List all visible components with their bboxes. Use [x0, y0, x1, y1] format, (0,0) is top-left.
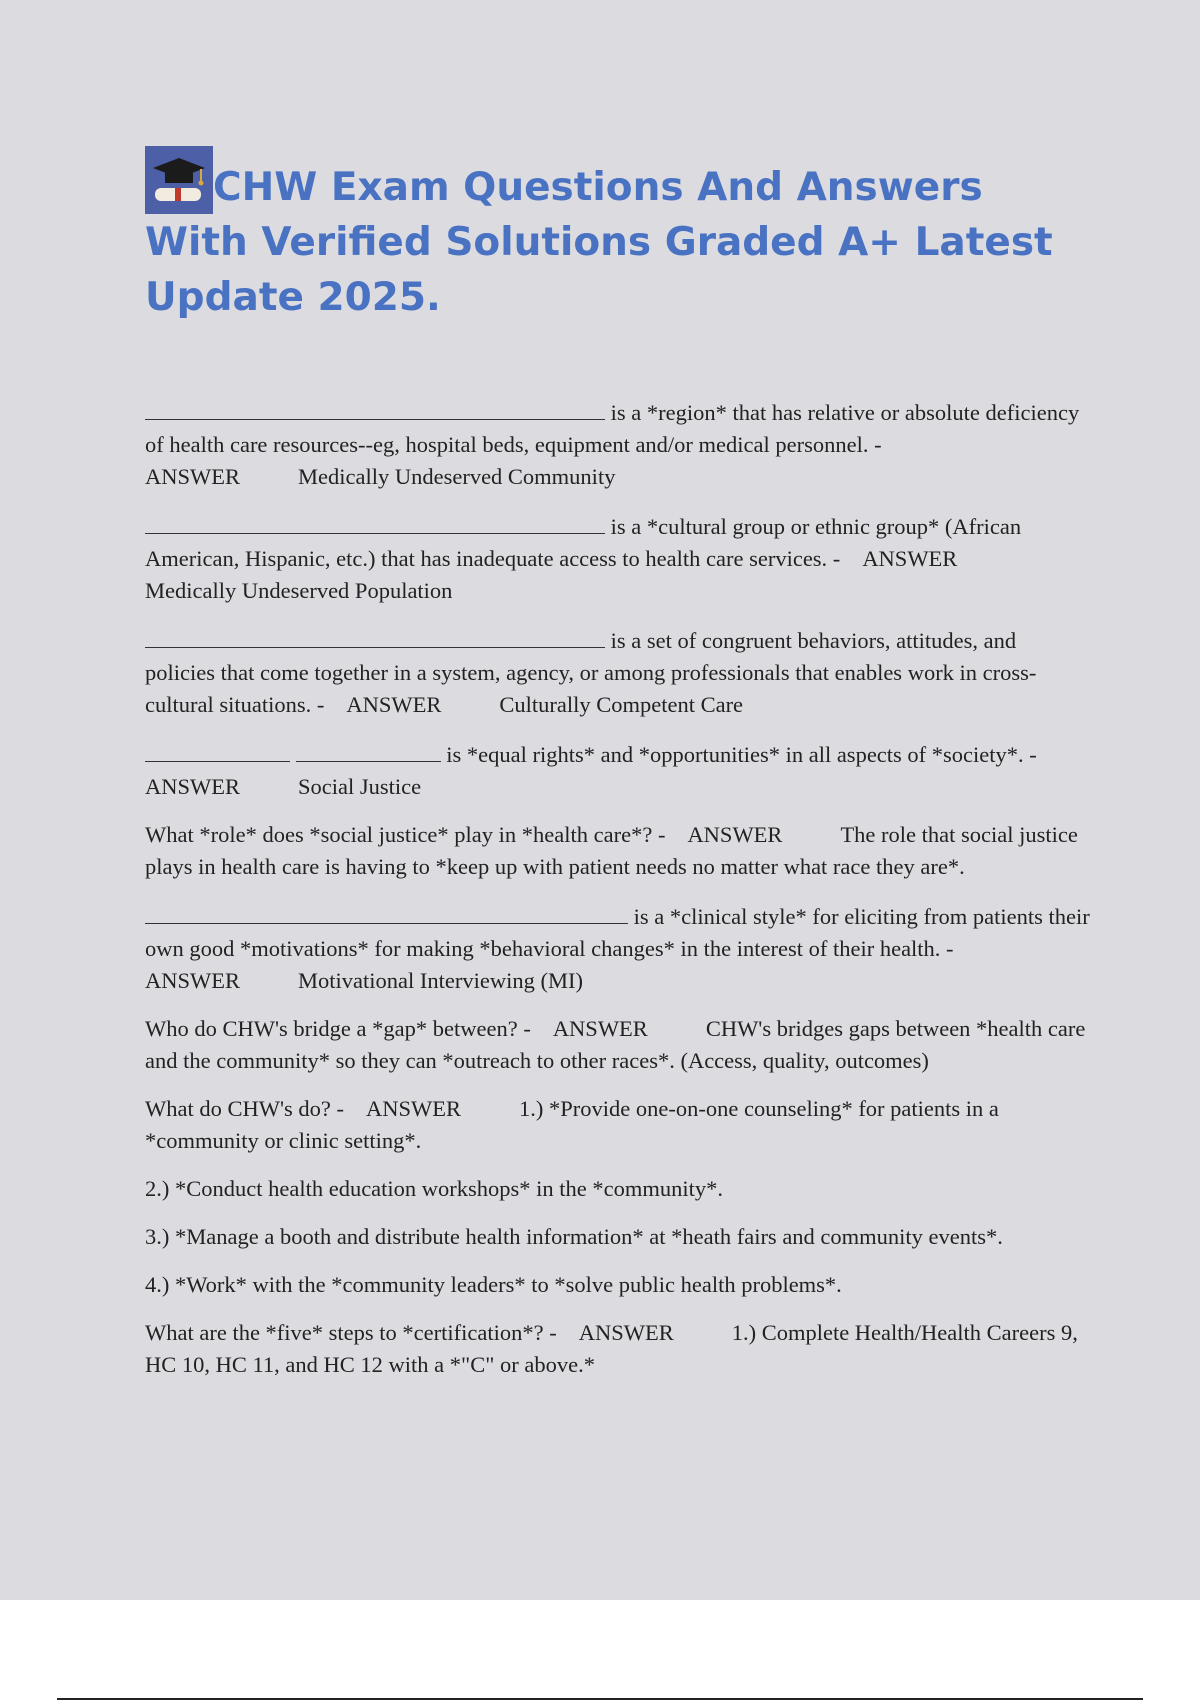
answer-blank — [296, 737, 441, 762]
qa-item — [145, 899, 1090, 997]
question-text: is a set of congruent behaviors, attitudes, and policies that come together in a system, agency, or among professionals that enables work in cross-cultural situations. - — [145, 628, 1037, 717]
question-text: What *role* does *social justice* play in *health care*? - — [145, 822, 666, 847]
answer-label: ANSWER — [687, 822, 783, 847]
answer-blank — [145, 395, 605, 420]
question-text: is a *cultural group or ethnic group* (African American, Hispanic, etc.) that has inadequate access to health care services. - — [145, 514, 1022, 571]
list-item: 3.) *Manage a booth and distribute health information* at *heath fairs and community events*. — [145, 1224, 1003, 1249]
document-content — [145, 146, 1090, 1397]
qa-item — [145, 1013, 1090, 1077]
qa-item — [145, 819, 1090, 883]
qa-item — [145, 1093, 1090, 1157]
answer-blank — [145, 899, 628, 924]
graduation-cap-icon — [145, 146, 213, 214]
question-text: is a *region* that has relative or absolute deficiency of health care resources--eg, hospital beds, equipment and/or medical personnel. - — [145, 400, 1080, 457]
answer-label: ANSWER — [862, 546, 958, 571]
question-text: is *equal rights* and *opportunities* in all aspects of *society*. - — [446, 742, 1037, 767]
answer-text: The role that social justice plays in health care is having to *keep up with patient needs no matter what race they are*. — [145, 822, 1078, 879]
question-text: Who do CHW's bridge a *gap* between? - — [145, 1016, 531, 1041]
qa-item — [145, 623, 1090, 721]
answer-label: ANSWER — [145, 774, 240, 799]
answer-label: ANSWER — [578, 1320, 674, 1345]
answer-label: ANSWER — [366, 1096, 462, 1121]
qa-list — [145, 395, 1090, 1381]
answer-label: ANSWER — [346, 692, 442, 717]
document-title-text: CHW Exam Questions And Answers With Verified Solutions Graded A+ Latest Update 2025. — [145, 165, 1053, 320]
qa-item — [145, 737, 1090, 803]
document-title — [145, 146, 1090, 325]
answer-text: Motivational Interviewing (MI) — [298, 968, 583, 993]
qa-item — [145, 1317, 1090, 1381]
list-item: 4.) *Work* with the *community leaders* to *solve public health problems*. — [145, 1272, 842, 1297]
question-text: What are the *five* steps to *certification*? - — [145, 1320, 557, 1345]
answer-text: 1.) *Provide one-on-one counseling* for patients in a *community or clinic setting*. — [145, 1096, 999, 1153]
answer-text: CHW's bridges gaps between *health care and the community* so they can *outreach to other races*. (Access, quality, outcomes) — [145, 1016, 1086, 1073]
question-text: is a *clinical style* for eliciting from patients their own good *motivations* for making *behavioral changes* in the interest of their health. - — [145, 904, 1090, 961]
answer-blank — [145, 509, 605, 534]
qa-item — [145, 395, 1090, 493]
question-text: What do CHW's do? - — [145, 1096, 345, 1121]
answer-blank — [145, 737, 290, 762]
answer-text: Social Justice — [298, 774, 422, 799]
list-item: 2.) *Conduct health education workshops* in the *community*. — [145, 1176, 724, 1201]
answer-label: ANSWER — [552, 1016, 648, 1041]
qa-item — [145, 509, 1090, 607]
answer-label: ANSWER — [145, 968, 240, 993]
answer-blank — [145, 623, 605, 648]
answer-text: Medically Undeserved Population — [145, 578, 453, 603]
answer-label: ANSWER — [145, 464, 240, 489]
answer-text: 1.) Complete Health/Health Careers 9, HC 10, HC 11, and HC 12 with a *"C" or above.* — [145, 1320, 1078, 1377]
answer-text: Culturally Competent Care — [499, 692, 744, 717]
answer-text: Medically Undeserved Community — [298, 464, 616, 489]
